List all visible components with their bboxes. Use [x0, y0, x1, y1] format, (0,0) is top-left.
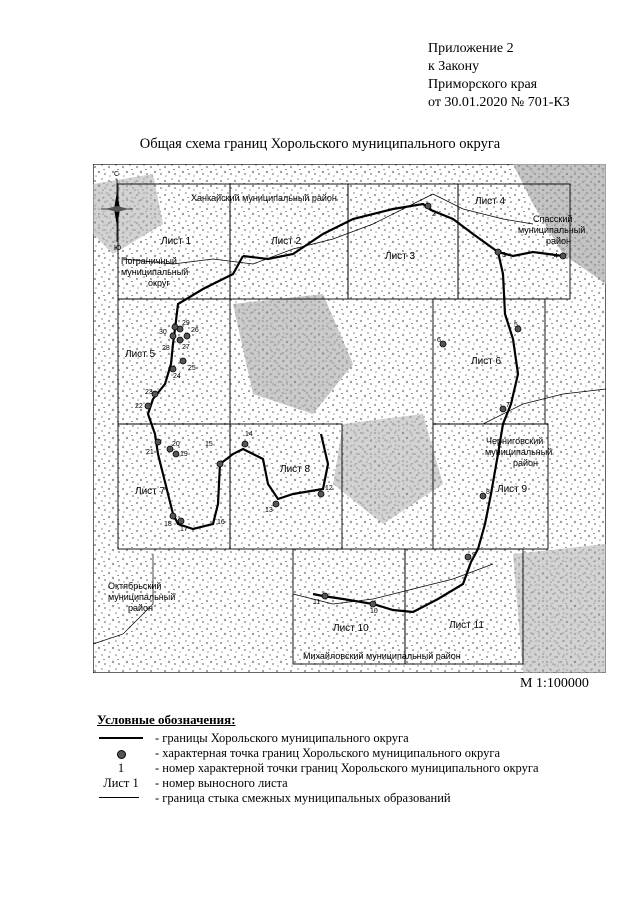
point-label: 4	[554, 253, 558, 260]
legend-symbol: Лист 1	[103, 776, 139, 790]
region-chernigovsky-1: Черниговский	[486, 436, 544, 446]
point-label: 21	[146, 449, 154, 456]
point-marker-21[interactable]	[155, 439, 161, 445]
region-oktyabrsky-2: муниципальный	[108, 592, 176, 602]
sheet-label-3[interactable]: Лист 3	[385, 251, 416, 262]
point-marker-17[interactable]	[178, 518, 184, 524]
point-marker-30[interactable]	[172, 324, 178, 330]
point-label: 29	[182, 320, 190, 327]
region-khanka: Ханкайский муниципальный район	[191, 193, 337, 203]
legend-text: - характерная точка границ Хорольского муниципального округа	[155, 746, 501, 760]
region-pogranichny-3: округ	[148, 278, 170, 288]
point-label: 7	[506, 402, 510, 409]
point-marker-22[interactable]	[145, 403, 151, 409]
point-label: 28	[162, 345, 170, 352]
thick-line-icon	[99, 737, 143, 739]
compass-south-label: Ю	[114, 245, 122, 252]
sheet-label-11[interactable]: Лист 11	[449, 620, 484, 631]
legend-title: Условные обозначения:	[97, 712, 236, 727]
point-label: 2	[432, 211, 436, 218]
point-label: 13	[265, 507, 273, 514]
legend-symbol	[97, 745, 145, 761]
legend-text: - номер выносного листа	[155, 776, 288, 790]
point-marker-23[interactable]	[152, 391, 158, 397]
point-marker-27[interactable]	[177, 337, 183, 343]
sheet-label-2[interactable]: Лист 2	[271, 236, 302, 247]
region-spassky-2: муниципальный	[518, 225, 586, 235]
legend-symbol: 1	[117, 761, 125, 775]
sheet-label-5[interactable]: Лист 5	[125, 349, 156, 360]
region-pogranichny-2: муниципальный	[121, 267, 189, 277]
point-label: 30	[159, 329, 167, 336]
legend-row-adjacency	[97, 790, 617, 806]
point-label: 12	[325, 485, 333, 492]
point-label: 23	[145, 389, 153, 396]
legend-row-point	[97, 745, 617, 761]
region-pogranichny-1: Пограничный	[121, 256, 177, 266]
sheet-label-6[interactable]: Лист 6	[471, 356, 502, 367]
appendix-line-3: Приморского края	[428, 77, 538, 92]
legend-symbol	[97, 790, 145, 806]
legend-row-boundary	[97, 730, 617, 746]
point-marker-10[interactable]	[370, 601, 376, 607]
point-label: 15	[205, 441, 213, 448]
point-label: 16	[217, 519, 225, 526]
point-marker-19[interactable]	[173, 451, 179, 457]
map-canvas	[93, 164, 606, 673]
sheet-label-1[interactable]: Лист 1	[161, 236, 192, 247]
point-marker-12[interactable]	[318, 491, 324, 497]
point-label: 18	[164, 521, 172, 528]
boundary-map[interactable]	[93, 164, 606, 673]
region-oktyabrsky-1: Октябрьский	[108, 581, 162, 591]
point-marker-3[interactable]	[495, 249, 501, 255]
point-label: 6	[437, 337, 441, 344]
legend-text: - номер характерной точки границ Хорольского муниципального округа	[155, 761, 539, 775]
region-spassky-3: район	[546, 236, 572, 246]
region-oktyabrsky-3: район	[128, 603, 154, 613]
region-chernigovsky-3: район	[513, 458, 539, 468]
legend-row-point-number	[97, 760, 617, 776]
map-scale: М 1:100000	[520, 676, 589, 691]
region-mikhailovsky: Михайловский муниципальный район	[303, 651, 461, 661]
point-label: 9	[472, 552, 476, 559]
point-label: 27	[182, 344, 190, 351]
appendix-line-1: Приложение 2	[428, 41, 514, 56]
point-label: 25	[188, 365, 196, 372]
sheet-label-9[interactable]: Лист 9	[497, 484, 528, 495]
compass-north-label: С	[114, 171, 120, 178]
point-label: 10	[370, 608, 378, 615]
point-marker-4[interactable]	[560, 253, 566, 259]
legend-row-sheet	[97, 775, 617, 791]
point-marker-11[interactable]	[322, 593, 328, 599]
point-label: 20	[172, 441, 180, 448]
point-marker-26[interactable]	[184, 333, 190, 339]
point-label: 8	[486, 489, 490, 496]
point-label: 17	[180, 526, 188, 533]
appendix-header	[428, 40, 570, 112]
point-marker-16[interactable]	[217, 461, 223, 467]
legend-text: - граница стыка смежных муниципальных образований	[155, 791, 451, 805]
legend-text: - границы Хорольского муниципального округа	[155, 731, 409, 745]
point-marker-9[interactable]	[465, 554, 471, 560]
appendix-line-2: к Закону	[428, 59, 480, 74]
point-label: 5	[514, 322, 518, 329]
page-title: Общая схема границ Хорольского муниципального округа	[139, 136, 501, 152]
appendix-line-4: от 30.01.2020 № 701-КЗ	[428, 95, 570, 110]
point-label: 3	[502, 252, 506, 259]
region-chernigovsky-2: муниципальный	[485, 447, 553, 457]
point-label: 24	[173, 373, 181, 380]
point-label: 19	[180, 451, 188, 458]
thin-line-icon	[99, 797, 139, 798]
point-marker-18[interactable]	[170, 513, 176, 519]
point-marker-2[interactable]	[425, 203, 431, 209]
sheet-label-8[interactable]: Лист 8	[280, 464, 311, 475]
sheet-label-7[interactable]: Лист 7	[135, 486, 166, 497]
point-label: 11	[313, 599, 321, 606]
point-label: 14	[245, 431, 253, 438]
point-marker-24[interactable]	[170, 366, 176, 372]
point-label: 22	[135, 403, 143, 410]
point-dot-icon	[117, 750, 126, 759]
point-marker-13[interactable]	[273, 501, 279, 507]
point-label: 26	[191, 327, 199, 334]
sheet-label-10[interactable]: Лист 10	[333, 623, 369, 634]
point-marker-14[interactable]	[242, 441, 248, 447]
sheet-label-4[interactable]: Лист 4	[475, 196, 506, 207]
point-marker-25[interactable]	[180, 358, 186, 364]
legend-symbol	[97, 730, 145, 746]
point-marker-28[interactable]	[170, 333, 176, 339]
region-spassky-1: Спасский	[533, 214, 573, 224]
